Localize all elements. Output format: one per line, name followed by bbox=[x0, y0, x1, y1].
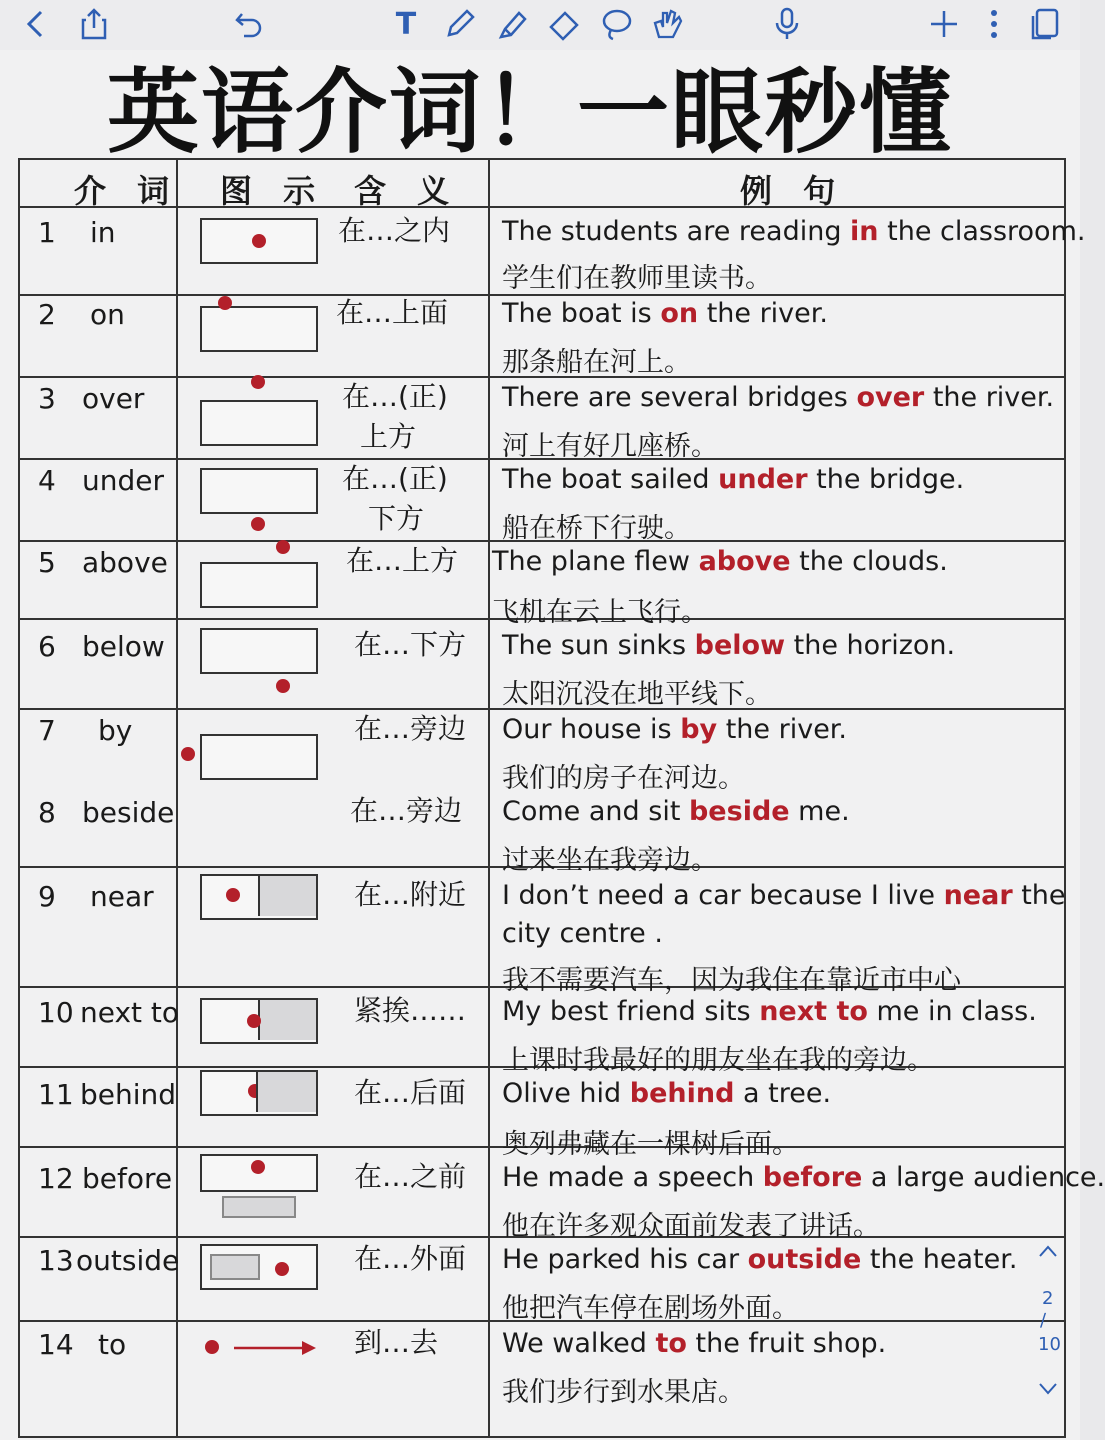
example-keyword: near bbox=[943, 880, 1013, 911]
row-number: 13 bbox=[38, 1244, 74, 1277]
meaning: 在…(正) bbox=[342, 462, 448, 495]
row-number: 6 bbox=[38, 630, 56, 663]
example-keyword: before bbox=[762, 1162, 863, 1193]
example-zh: 他在许多观众面前发表了讲话。 bbox=[502, 1211, 880, 1242]
example-text: My best friend sits bbox=[502, 996, 760, 1027]
undo-icon[interactable] bbox=[232, 6, 266, 42]
hand-icon[interactable] bbox=[650, 6, 686, 42]
example-en bbox=[502, 1078, 831, 1109]
example-text: He made a speech bbox=[502, 1162, 763, 1193]
preposition: under bbox=[82, 464, 165, 497]
meaning: 在…旁边 bbox=[350, 794, 463, 827]
example-zh: 我们步行到水果店。 bbox=[502, 1377, 745, 1408]
example-text: a large audience. bbox=[862, 1162, 1105, 1193]
row-number: 4 bbox=[38, 464, 56, 497]
meaning: 在…旁边 bbox=[354, 712, 467, 745]
example-keyword: beside bbox=[688, 796, 790, 827]
example-zh: 我不需要汽车，因为我住在靠近市中心 bbox=[502, 965, 961, 996]
header-meaning: 含 义 bbox=[354, 172, 460, 210]
preposition: in bbox=[90, 216, 116, 249]
preposition: on bbox=[90, 298, 125, 331]
example-zh: 学生们在教师里读书。 bbox=[502, 263, 772, 294]
page-separator: ∕ bbox=[1040, 1310, 1047, 1331]
eraser-icon[interactable] bbox=[546, 6, 582, 42]
example-keyword: by bbox=[680, 714, 718, 745]
example-text: the heater. bbox=[861, 1244, 1018, 1275]
example-keyword: under bbox=[718, 464, 808, 495]
header-diagram: 图 示 bbox=[220, 172, 326, 210]
row-number: 14 bbox=[38, 1328, 74, 1361]
example-zh: 飞机在云上飞行。 bbox=[492, 597, 708, 628]
meaning: 在…之内 bbox=[338, 214, 451, 247]
preposition: over bbox=[82, 382, 145, 415]
meaning: 在…(正) bbox=[342, 380, 448, 413]
scroll-down-icon[interactable] bbox=[1038, 1380, 1058, 1401]
example-zh: 上课时我最好的朋友坐在我的旁边。 bbox=[502, 1045, 934, 1076]
example-en bbox=[502, 216, 1085, 247]
meaning: 在…之前 bbox=[354, 1160, 467, 1193]
example-text: There are several bridges bbox=[502, 382, 857, 413]
page-total: 10 bbox=[1038, 1334, 1061, 1355]
mic-icon[interactable] bbox=[770, 6, 804, 42]
preposition-table bbox=[18, 158, 1105, 1438]
example-text: the river. bbox=[717, 714, 848, 745]
example-en bbox=[502, 714, 847, 745]
example-zh: 河上有好几座桥。 bbox=[502, 431, 718, 462]
example-en-line2: city centre . bbox=[502, 918, 663, 949]
row-number: 10 bbox=[38, 996, 74, 1029]
row-number: 3 bbox=[38, 382, 56, 415]
preposition: to bbox=[98, 1328, 127, 1361]
meaning: 在…附近 bbox=[354, 878, 467, 911]
meaning: 在…后面 bbox=[354, 1076, 467, 1109]
row-number: 11 bbox=[38, 1078, 74, 1111]
pages-icon[interactable] bbox=[1028, 6, 1062, 42]
more-icon[interactable] bbox=[982, 6, 1006, 42]
highlighter-icon[interactable] bbox=[494, 6, 530, 42]
example-zh: 他把汽车停在剧场外面。 bbox=[502, 1293, 799, 1324]
example-keyword: below bbox=[694, 630, 786, 661]
pen-icon[interactable] bbox=[442, 6, 478, 42]
example-text: the river. bbox=[924, 382, 1055, 413]
example-keyword: behind bbox=[629, 1078, 735, 1109]
example-keyword: in bbox=[850, 216, 879, 247]
preposition: above bbox=[82, 546, 168, 579]
example-en bbox=[492, 546, 948, 577]
lasso-icon[interactable] bbox=[598, 6, 634, 42]
example-en bbox=[502, 464, 964, 495]
example-text: The sun sinks bbox=[502, 630, 695, 661]
meaning: 在…上面 bbox=[336, 296, 449, 329]
row-number: 1 bbox=[38, 216, 56, 249]
example-text: Come and sit bbox=[502, 796, 689, 827]
example-text: the classroom. bbox=[878, 216, 1086, 247]
row-number: 9 bbox=[38, 880, 56, 913]
scroll-up-icon[interactable] bbox=[1038, 1242, 1058, 1263]
example-keyword: over bbox=[856, 382, 925, 413]
header-preposition: 介 词 bbox=[74, 172, 180, 210]
example-keyword: on bbox=[660, 298, 699, 329]
example-text: the river. bbox=[698, 298, 828, 329]
example-zh: 我们的房子在河边。 bbox=[502, 763, 745, 794]
example-keyword: above bbox=[698, 546, 791, 577]
example-text: He parked his car bbox=[502, 1244, 748, 1275]
meaning: 紧挨…… bbox=[354, 994, 467, 1027]
example-zh: 船在桥下行驶。 bbox=[502, 513, 691, 544]
example-text: I don’t need a car because I live bbox=[502, 880, 944, 911]
example-en bbox=[502, 880, 1066, 911]
row-number: 5 bbox=[38, 546, 56, 579]
example-en bbox=[502, 1244, 1017, 1275]
example-text: the fruit shop. bbox=[686, 1328, 887, 1359]
page-current: 2 bbox=[1042, 1288, 1054, 1309]
text-tool-icon[interactable]: T bbox=[395, 6, 417, 42]
example-zh: 太阳沉没在地平线下。 bbox=[502, 679, 772, 710]
example-zh: 那条船在河上。 bbox=[502, 347, 691, 378]
meaning: 到…去 bbox=[354, 1326, 439, 1359]
example-en bbox=[502, 796, 850, 827]
example-en bbox=[502, 382, 1054, 413]
example-en bbox=[502, 298, 828, 329]
example-text: the bridge. bbox=[807, 464, 965, 495]
row-number: 2 bbox=[38, 298, 56, 331]
row-number: 7 bbox=[38, 714, 56, 747]
example-en bbox=[502, 1162, 1105, 1193]
header-example: 例 句 bbox=[740, 172, 846, 210]
example-text: the horizon. bbox=[785, 630, 956, 661]
example-text: me in class. bbox=[867, 996, 1037, 1027]
meaning-line2: 上方 bbox=[360, 420, 417, 453]
meaning: 在…外面 bbox=[354, 1242, 467, 1275]
preposition: behind bbox=[80, 1078, 177, 1111]
example-zh: 奥列弗藏在一棵树后面。 bbox=[502, 1129, 799, 1160]
example-keyword: outside bbox=[747, 1244, 862, 1275]
example-keyword: next to bbox=[759, 996, 868, 1027]
preposition: outside bbox=[76, 1244, 180, 1277]
meaning: 在…下方 bbox=[354, 628, 467, 661]
example-en bbox=[502, 630, 955, 661]
example-text: The boat is bbox=[502, 298, 661, 329]
page-title: 英语介词！一眼秒懂 bbox=[106, 59, 953, 166]
row-number: 8 bbox=[38, 796, 56, 829]
preposition: near bbox=[90, 880, 154, 913]
preposition: before bbox=[82, 1162, 173, 1195]
share-icon[interactable] bbox=[78, 6, 110, 42]
example-text: the bbox=[1012, 880, 1066, 911]
example-text: me. bbox=[789, 796, 850, 827]
example-text: The plane flew bbox=[492, 546, 699, 577]
example-text: Our house is bbox=[502, 714, 681, 745]
example-text: Olive hid bbox=[502, 1078, 630, 1109]
example-zh: 过来坐在我旁边。 bbox=[502, 845, 718, 876]
preposition: next to bbox=[80, 996, 180, 1029]
row-number: 12 bbox=[38, 1162, 74, 1195]
app-toolbar bbox=[0, 0, 1080, 51]
preposition: by bbox=[98, 714, 133, 747]
example-text: a tree. bbox=[734, 1078, 832, 1109]
add-icon[interactable] bbox=[926, 6, 962, 42]
example-text: We walked bbox=[502, 1328, 656, 1359]
back-icon[interactable] bbox=[20, 6, 50, 42]
example-text: The students are reading bbox=[502, 216, 851, 247]
meaning-line2: 下方 bbox=[368, 502, 425, 535]
meaning: 在…上方 bbox=[346, 544, 459, 577]
preposition: below bbox=[82, 630, 165, 663]
example-text: The boat sailed bbox=[502, 464, 719, 495]
example-en bbox=[502, 996, 1037, 1027]
example-en bbox=[502, 1328, 886, 1359]
preposition: beside bbox=[82, 796, 175, 829]
example-keyword: to bbox=[655, 1328, 687, 1359]
example-text: the clouds. bbox=[790, 546, 948, 577]
